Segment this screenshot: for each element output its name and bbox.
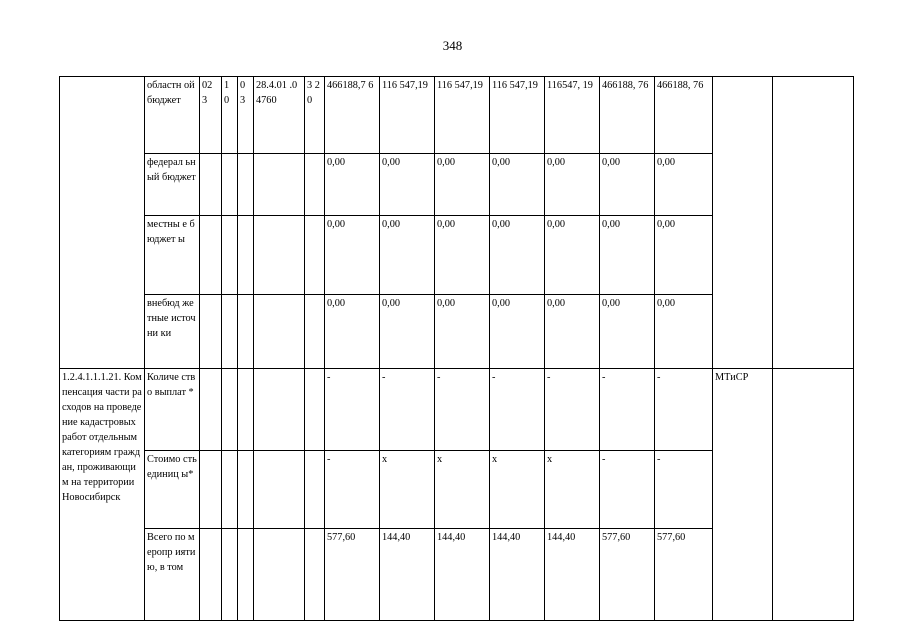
amount-cell: x	[490, 451, 545, 529]
funding-source: Количе ство выплат *	[145, 369, 200, 451]
budget-code-cell	[238, 154, 254, 216]
budget-code-cell	[254, 295, 305, 369]
amount-cell: -	[435, 369, 490, 451]
funding-source: областн ой бюджет	[145, 77, 200, 154]
amount-cell: 116 547,19	[490, 77, 545, 154]
amount-cell: 0,00	[600, 154, 655, 216]
amount-cell: -	[545, 369, 600, 451]
amount-cell: 0,00	[600, 216, 655, 295]
amount-cell: x	[545, 451, 600, 529]
amount-cell: 0,00	[435, 154, 490, 216]
budget-code-cell	[200, 451, 222, 529]
budget-code-cell	[254, 451, 305, 529]
amount-cell: 0,00	[655, 216, 713, 295]
budget-code-cell	[254, 529, 305, 621]
budget-code-cell: 28.4.01 .04760	[254, 77, 305, 154]
amount-cell: 0,00	[545, 216, 600, 295]
amount-cell: x	[435, 451, 490, 529]
amount-cell: 116547, 19	[545, 77, 600, 154]
budget-code-cell	[222, 295, 238, 369]
amount-cell: 577,60	[655, 529, 713, 621]
amount-cell: 0,00	[435, 216, 490, 295]
amount-cell: 0,00	[600, 295, 655, 369]
amount-cell: 144,40	[435, 529, 490, 621]
amount-cell: 116 547,19	[435, 77, 490, 154]
amount-cell: 466188, 76	[655, 77, 713, 154]
amount-cell: -	[490, 369, 545, 451]
amount-cell: 0,00	[655, 295, 713, 369]
amount-cell: -	[655, 451, 713, 529]
amount-cell: 0,00	[325, 216, 380, 295]
amount-cell: 466188,7 6	[325, 77, 380, 154]
budget-code-cell	[200, 369, 222, 451]
budget-code-cell	[305, 369, 325, 451]
budget-code-cell	[254, 216, 305, 295]
executor-cell	[713, 77, 773, 369]
funding-source: Всего по меропр иятию, в том	[145, 529, 200, 621]
amount-cell: 144,40	[380, 529, 435, 621]
amount-cell: 0,00	[325, 295, 380, 369]
amount-cell: -	[325, 451, 380, 529]
budget-code-cell	[305, 529, 325, 621]
page-number: 348	[442, 38, 463, 53]
budget-code-cell	[305, 216, 325, 295]
budget-code-cell	[222, 529, 238, 621]
notes-cell	[773, 77, 854, 369]
amount-cell: 0,00	[490, 154, 545, 216]
amount-cell: 0,00	[655, 154, 713, 216]
amount-cell: 0,00	[435, 295, 490, 369]
amount-cell: 0,00	[380, 295, 435, 369]
budget-table	[59, 76, 854, 621]
amount-cell: 466188, 76	[600, 77, 655, 154]
amount-cell: 0,00	[545, 154, 600, 216]
funding-source: федерал ьный бюджет	[145, 154, 200, 216]
budget-code-cell: 1 0	[222, 77, 238, 154]
amount-cell: 0,00	[325, 154, 380, 216]
budget-code-cell	[200, 529, 222, 621]
amount-cell: 0,00	[490, 216, 545, 295]
executor: МТиСР	[713, 369, 773, 621]
amount-cell: -	[380, 369, 435, 451]
amount-cell: 0,00	[545, 295, 600, 369]
amount-cell: 0,00	[380, 154, 435, 216]
budget-code-cell	[254, 369, 305, 451]
budget-code-cell: 0 3	[238, 77, 254, 154]
amount-cell: -	[655, 369, 713, 451]
budget-code-cell	[238, 295, 254, 369]
budget-code-cell	[222, 216, 238, 295]
amount-cell: 577,60	[325, 529, 380, 621]
budget-code-cell	[238, 529, 254, 621]
budget-code-cell	[305, 295, 325, 369]
budget-code-cell	[200, 216, 222, 295]
amount-cell: 0,00	[490, 295, 545, 369]
amount-cell: 577,60	[600, 529, 655, 621]
budget-code-cell	[305, 154, 325, 216]
measure-name: 1.2.4.1.1.1.21. Компенсация части расходов на проведение кадастровых работ отдельным категориям граждан, проживающи м на территории Новосибирск	[60, 369, 145, 621]
budget-code-cell	[200, 295, 222, 369]
budget-code-cell	[254, 154, 305, 216]
amount-cell: 144,40	[490, 529, 545, 621]
amount-cell: -	[600, 369, 655, 451]
budget-code-cell	[238, 451, 254, 529]
amount-cell: -	[600, 451, 655, 529]
funding-source: местны е бюджет ы	[145, 216, 200, 295]
budget-code-cell	[222, 369, 238, 451]
payments-count-row	[60, 369, 854, 451]
amount-cell: 116 547,19	[380, 77, 435, 154]
funding-source: внебюд жетные источни ки	[145, 295, 200, 369]
budget-code-cell: 02 3	[200, 77, 222, 154]
amount-cell: x	[380, 451, 435, 529]
measure-name-cell	[60, 77, 145, 369]
regional-budget-row	[60, 77, 854, 154]
amount-cell: -	[325, 369, 380, 451]
budget-code-cell	[200, 154, 222, 216]
funding-source: Стоимо сть единиц ы*	[145, 451, 200, 529]
amount-cell: 144,40	[545, 529, 600, 621]
budget-code-cell: 3 2 0	[305, 77, 325, 154]
budget-code-cell	[222, 154, 238, 216]
notes-cell	[773, 369, 854, 621]
amount-cell: 0,00	[380, 216, 435, 295]
budget-code-cell	[305, 451, 325, 529]
budget-code-cell	[238, 369, 254, 451]
budget-code-cell	[222, 451, 238, 529]
budget-code-cell	[238, 216, 254, 295]
